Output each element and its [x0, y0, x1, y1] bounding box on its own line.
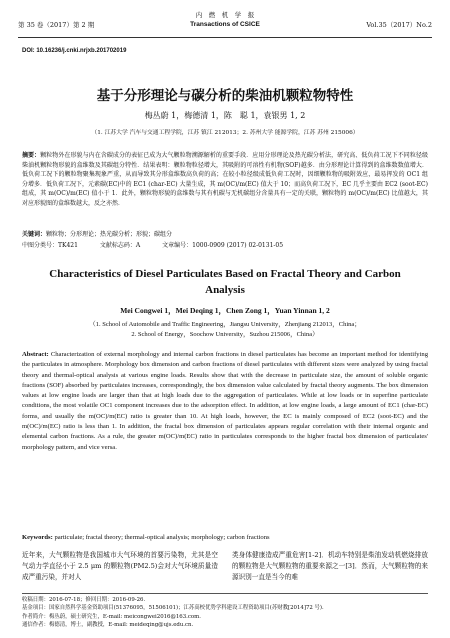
affiliation-en-line: 2. School of Energy，Soochow University，Suzhou 215006，China） [131, 331, 319, 338]
header-volume-cn: 第 35 卷（2017）第 2 期 [18, 21, 95, 29]
header-volume-en: Vol.35（2017）No.2 [366, 21, 432, 29]
authors-en: Mei Congwei 1，Mei Deqing 1，Chen Zong 1，Yuan Yinnan 1, 2 [120, 306, 330, 315]
journal-name-en: Transactions of CSICE [190, 21, 260, 28]
body-column-right: 类身体健康造成严重危害[1-2]．机动车特别是柴油发动机燃烧排放的颗粒物是大气颗粒物的重要来源之一[3]．然而，大气颗粒物的来源识别一直是当今的难 [232, 551, 428, 581]
abstract-en [22, 350, 428, 453]
keywords-en-label: Keywords: [22, 534, 53, 541]
keywords-cn-text: 颗粒物；分形理论；热光碳分析；形貌；碳组分 [46, 231, 173, 238]
affiliation-cn: （1. 江苏大学 汽车与交通工程学院，江苏 镇江 212013；2. 苏州大学 能源学院，江苏 苏州 215006） [91, 130, 359, 136]
abstract-en-text: Characterization of external morphology and internal carbon fractions in diesel particulates has become an important method for identifying the particulates in atmosphere. Morphology box dimension and carbon fractions of diesel particulates with different sizes were analyzed by using fractal theory and thermal-optical analysis at various engine loads. Results show that with the decrease in particulate size, the amount of soluble organic fractions (SOF) absorbed by particulates increases, correspondingly, the box dimension value calculated by fractal theory augments. The box dimension values at low engine loads are larger than that at high loads due to the aggregation of particulates. While at low loads or in superfine particulate conditions, the most volatile OC1 component increases due to the adsorption effect. In addition, at low engine loads, a large amount of EC1 (char-EC) forms, and usually the m(OC)/m(EC) ratio is greater than 10. At high loads, however, the EC is mainly composed of EC2 (soot-EC) and the m(OC)/m(EC) ratio is less than 1. In addition, the fractal box dimension of particulates appears regular correlation with their internal organic and elemental carbon fractions. As a rule, the greater m(OC)/m(EC) ratio in particulates corresponds to the higher fractal box dimension of particulates' morphology pattern, and vice versa. [22, 351, 428, 451]
abstract-cn [22, 151, 428, 209]
keywords-en-text: particulate; fractal theory; thermal-optical analysis; morphology; carbon fractions [54, 534, 270, 541]
abstract-cn-label: 摘要： [22, 152, 41, 159]
keywords-cn-label: 关键词： [22, 231, 47, 238]
footnotes [22, 593, 428, 630]
document-code: 文献标志码：A [99, 242, 141, 249]
footnote-author-bio: 作者简介：梅丛蔚，硕士研究生，E-mail: meicongwei2016@163.com． [22, 613, 205, 620]
running-header [18, 8, 432, 38]
clc-number: 中图分类号：TK421 [22, 242, 78, 249]
title-cn: 基于分形理论与碳分析的柴油机颗粒物特性 [96, 88, 354, 104]
keywords-cn [22, 229, 428, 238]
keywords-en [22, 534, 428, 541]
affiliation-en-line: （1. School of Automobile and Traffic Engineering，Jiangsu University，Zhenjiang 212013，China； [89, 321, 361, 328]
footnote-received: 收稿日期：2016-07-18；修回日期：2016-09-26． [22, 597, 149, 603]
title-en: Characteristics of Diesel Particulates Based on Fractal Theory and Carbon Analysis [49, 268, 401, 296]
doi: DOI: 10.16236/j.cnki.nrjxb.201702019 [22, 48, 127, 54]
classification-row [22, 240, 428, 249]
footnote-corresponding: 通信作者：梅德清，博士，副教授，E-mail: meideqing@ujs.edu.cn． [22, 622, 197, 629]
abstract-cn-text: 颗粒物外在形貌与内在含碳成分的表征已成为大气颗粒物溯源解析的重要手段．应用分形理论及热光碳分析法，研究高、低负荷工况下不同粒径级柴油机颗粒物形貌的盒维数及其碳组分特性．结果表明：颗粒物粒径增大，其吸附的可溶性有机物(SOF)越多．由分形理论计算得到的盒维数数值增大．低负荷工况下的颗粒物聚集现象严重，从而导致其分形盒维数高负荷的高；在较小粒径级成低负荷工况时，因细颗粒物的吸附效应，最易挥发的 OC1 组分增多．低负荷工况下，元素碳(EC)中的 EC1 (char-EC) 大量生成，其 m(OC)/m(EC) 值大于 10；而高负荷工况下，EC 几乎主要由 EC2 (soot-EC) 组成，其 m(OC)/m(EC) 值小于 1．此外，颗粒物形貌的盒维数与其有机碳与无机碳组分含量具有一定的关联，颗粒物的 m(OC)/m(EC) 比值越大，其对应形貌图的盒维数越大，反之亦然． [22, 152, 428, 207]
footnote-funding: 基金项目：国家自然科学基金资助项目(51376095，51506101)；江苏高校优势学科建设工程资助项目(苏财教[2014]72 号)． [22, 605, 328, 612]
journal-name-cn: 内 燃 机 学 报 [195, 11, 255, 19]
abstract-en-label: Abstract: [22, 351, 49, 358]
body-column-left: 近年来，大气颗粒物是我国城市大气环境的首要污染物，尤其是空气动力学直径小于 2.5 μm 的颗粒物(PM2.5)会对大气环境质量造成严重污染，并对人 [22, 551, 218, 581]
article-number: 文章编号：1000-0909 (2017) 02-0131-05 [162, 242, 284, 249]
authors-cn: 梅丛蔚 1，梅德清 1，陈 聪 1，袁银男 1, 2 [144, 111, 306, 120]
affiliation-en [0, 320, 450, 340]
